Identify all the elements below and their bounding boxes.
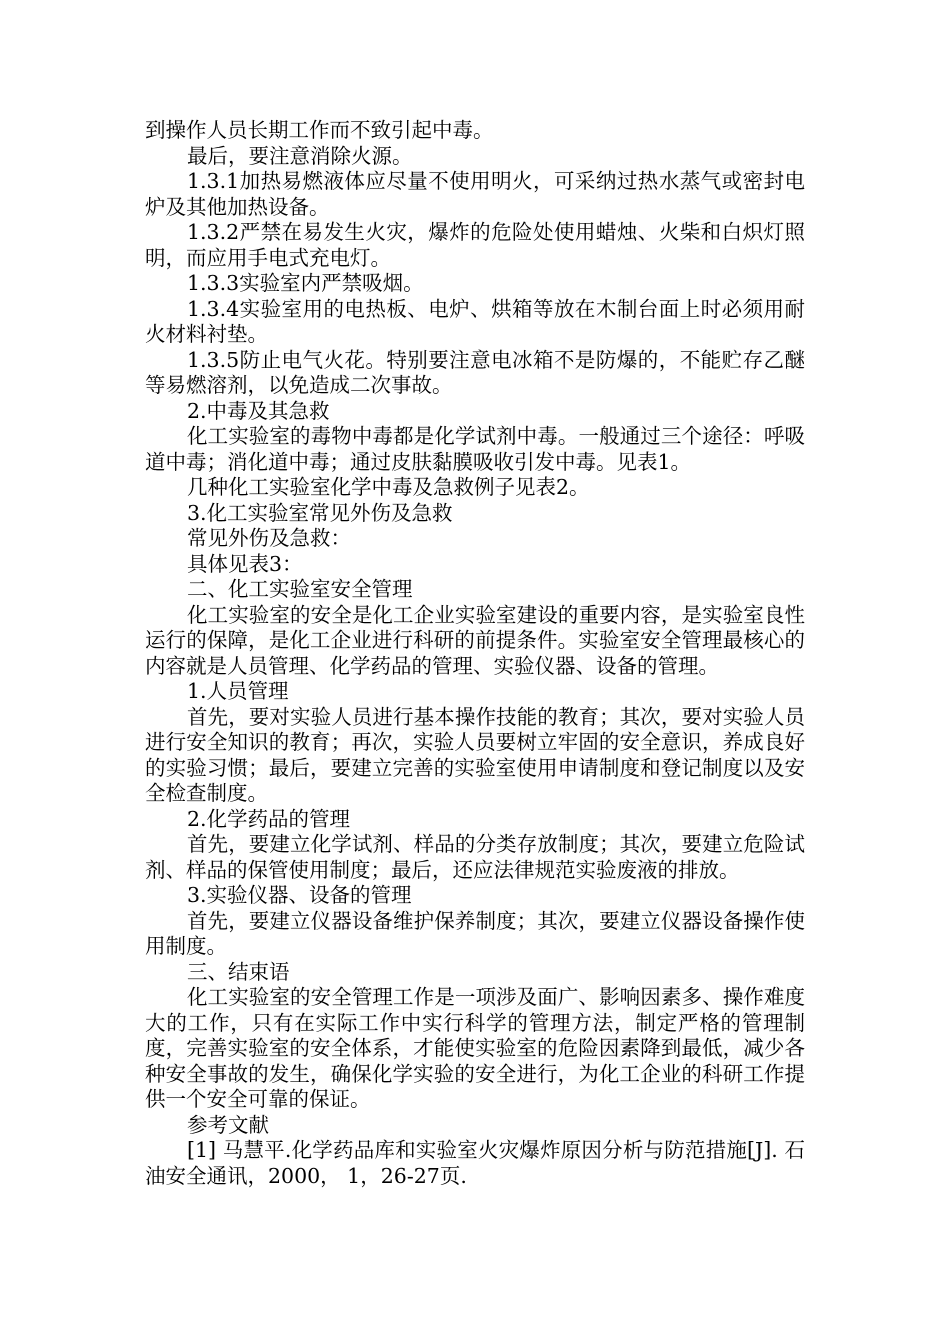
section-heading: 2.化学药品的管理 xyxy=(187,806,351,831)
paragraph: 几种化工实验室化学中毒及急救例子见表2。 xyxy=(187,475,590,499)
section-heading: 1.人员管理 xyxy=(187,679,289,703)
paragraph: 化工实验室的毒物中毒都是化学试剂中毒。一般通过三个途径：呼吸道中毒；消化道中毒；通过皮肤黏膜吸收引发中毒。见表1。 xyxy=(145,424,805,474)
paragraph: 常见外伤及急救： xyxy=(187,526,351,550)
paragraph: 首先，要对实验人员进行基本操作技能的教育；其次，要对实验人员进行安全知识的教育；再次，实验人员要树立牢固的安全意识，养成良好的实验习惯；最后，要建立完善的实验室使用申请制度和登记制度以及安全检查制度。 xyxy=(145,704,805,805)
section-heading: 2.中毒及其急救 xyxy=(187,398,330,423)
section-heading: 三、结束语 xyxy=(187,959,290,984)
list-item: 1.3.3实验室内严禁吸烟。 xyxy=(187,271,424,295)
paragraph: 化工实验室的安全是化工企业实验室建设的重要内容，是实验室良性运行的保障，是化工企业进行科研的前提条件。实验室安全管理最核心的内容就是人员管理、化学药品的管理、实验仪器、设备的管理。 xyxy=(145,602,805,678)
paragraph: 最后，要注意消除火源。 xyxy=(187,143,413,168)
references-heading: 参考文献 xyxy=(187,1112,269,1137)
reference-item: [1] 马慧平.化学药品库和实验室火灾爆炸原因分析与防范措施[J]. 石油安全通讯，2000， 1，26-27页. xyxy=(145,1138,805,1188)
document-body xyxy=(145,118,805,1189)
list-item: 1.3.1加热易燃液体应尽量不使用明火，可采纳过热水蒸气或密封电炉及其他加热设备。 xyxy=(145,169,805,219)
paragraph: 首先，要建立化学试剂、样品的分类存放制度；其次，要建立危险试剂、样品的保管使用制度；最后，还应法律规范实验废液的排放。 xyxy=(145,832,805,882)
paragraph: 化工实验室的安全管理工作是一项涉及面广、影响因素多、操作难度大的工作，只有在实际工作中实行科学的管理方法，制定严格的管理制度，完善实验室的安全体系，才能使实验室的危险因素降到最低，减少各种安全事故的发生，确保化学实验的安全进行，为化工企业的科研工作提供一个安全可靠的保证。 xyxy=(145,985,805,1111)
list-item: 1.3.5防止电气火花。特别要注意电冰箱不是防爆的，不能贮存乙醚等易燃溶剂，以免造成二次事故。 xyxy=(145,347,805,397)
paragraph: 到操作人员长期工作而不致引起中毒。 xyxy=(145,118,494,142)
list-item: 1.3.4实验室用的电热板、电炉、烘箱等放在木制台面上时必须用耐火材料衬垫。 xyxy=(145,296,805,346)
paragraph: 首先，要建立仪器设备维护保养制度；其次，要建立仪器设备操作使用制度。 xyxy=(145,908,805,958)
section-heading: 3.化工实验室常见外伤及急救 xyxy=(187,500,453,525)
paragraph: 具体见表3： xyxy=(187,551,303,576)
section-heading: 二、化工实验室安全管理 xyxy=(187,577,413,601)
list-item: 1.3.2严禁在易发生火灾，爆炸的危险处使用蜡烛、火柴和白炽灯照明，而应用手电式充电灯。 xyxy=(145,220,805,270)
section-heading: 3.实验仪器、设备的管理 xyxy=(187,883,412,907)
